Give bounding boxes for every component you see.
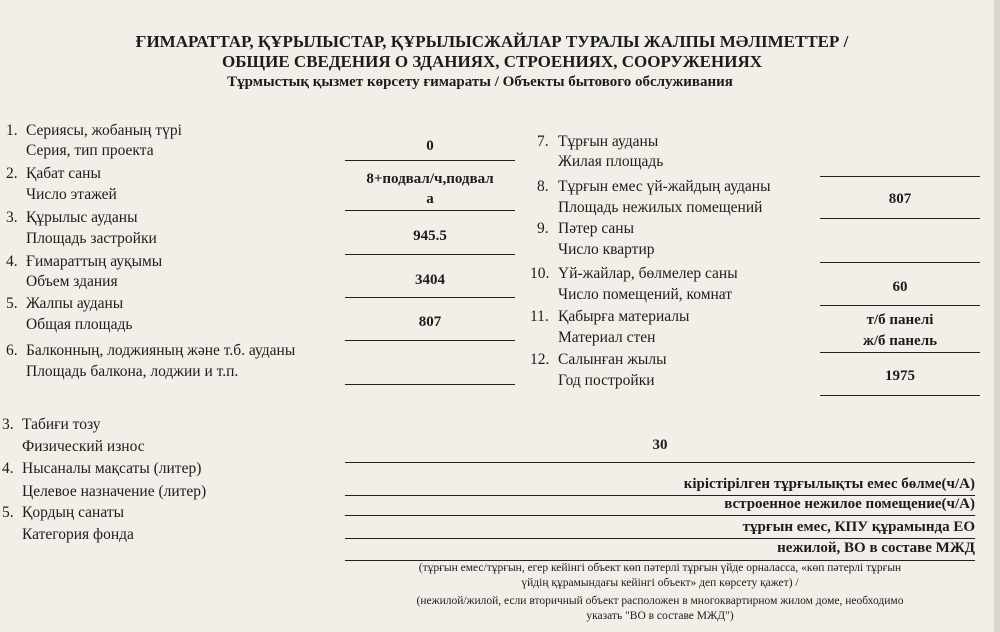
field-6-number: 6. xyxy=(6,342,18,359)
footnote-line-3: (нежилой/жилой, если вторичный объект расположен в многоквартирном жилом доме, необходимо xyxy=(416,595,904,607)
field-9-line xyxy=(820,262,980,263)
field-12-value: 1975 xyxy=(885,368,915,384)
footnote-line-2: үйдің құрамындағы кейінгі объект» деп көрсету қажет) / xyxy=(521,577,799,589)
field-6-line xyxy=(345,384,515,385)
field-4-value: 3404 xyxy=(415,272,445,288)
bottom-4-label-kz: Нысаналы мақсаты (литер) xyxy=(22,460,202,477)
field-8-line xyxy=(820,218,980,219)
footnote-line-4: указать "ВО в составе МЖД") xyxy=(586,610,734,622)
field-8-label-kz: Тұрғын емес үй-жайдың ауданы xyxy=(558,178,771,195)
field-9-label-ru: Число квартир xyxy=(558,241,655,258)
bottom-4-value: кірістірілген тұрғылықты емес бөлме(ч/А) xyxy=(683,476,975,492)
field-12-label-kz: Салынған жылы xyxy=(558,351,667,368)
field-11-number: 11. xyxy=(530,308,549,325)
footnote-line-1: (тұрғын емес/тұрғын, егер кейінгі объект көп пәтерлі тұрғын үйде орналасса, «көп пәтерлі тұрғын xyxy=(418,562,902,574)
field-7-label-ru: Жилая площадь xyxy=(558,153,664,170)
field-9-number: 9. xyxy=(537,220,549,237)
field-11-label-ru: Материал стен xyxy=(558,329,656,346)
field-11-line xyxy=(820,352,980,353)
field-5-number: 5. xyxy=(6,295,18,312)
field-3-label-kz: Құрылыс ауданы xyxy=(26,209,138,226)
field-8-number: 8. xyxy=(537,178,549,195)
field-10-label-kz: Үй-жайлар, бөлмелер саны xyxy=(558,265,738,282)
field-10-number: 10. xyxy=(530,265,550,282)
field-1-value: 0 xyxy=(426,138,434,154)
field-11-value: т/б панелі xyxy=(866,312,934,328)
bottom-5-label-ru: Категория фонда xyxy=(22,526,134,543)
bottom-3-label-kz: Табиғи тозу xyxy=(22,416,101,433)
bottom-3-number: 3. xyxy=(2,416,14,433)
field-2-label-ru: Число этажей xyxy=(26,186,117,203)
field-12-number: 12. xyxy=(530,351,550,368)
field-10-label-ru: Число помещений, комнат xyxy=(558,286,733,303)
bottom-3-value: 30 xyxy=(652,437,668,453)
field-10-value: 60 xyxy=(892,279,908,295)
field-4-label-ru: Объем здания xyxy=(26,273,118,290)
bottom-3-line xyxy=(345,462,975,463)
field-11-label-kz: Қабырға материалы xyxy=(558,308,690,325)
bottom-5-value-cont: нежилой, ВО в составе МЖД xyxy=(777,540,975,556)
field-5-label-ru: Общая площадь xyxy=(26,316,133,333)
bottom-5-value: тұрғын емес, КПУ құрамында ЕО xyxy=(742,519,975,535)
field-11-value-cont: ж/б панель xyxy=(862,333,938,349)
field-1-label-kz: Сериясы, жобаның түрі xyxy=(26,122,182,139)
subtitle: Тұрмыстық қызмет көрсету ғимараты / Объекты бытового обслуживания xyxy=(227,74,733,90)
bottom-5-label-kz: Қордың санаты xyxy=(22,504,125,521)
field-1-line xyxy=(345,160,515,161)
field-5-label-kz: Жалпы ауданы xyxy=(26,295,124,312)
field-3-number: 3. xyxy=(6,209,18,226)
field-5-line xyxy=(345,340,515,341)
field-2-line xyxy=(345,210,515,211)
field-6-label-ru: Площадь балкона, лоджии и т.п. xyxy=(26,363,239,380)
field-2-label-kz: Қабат саны xyxy=(26,165,101,182)
title-line-2: ОБЩИЕ СВЕДЕНИЯ О ЗДАНИЯХ, СТРОЕНИЯХ, СООРУЖЕНИЯХ xyxy=(221,52,763,71)
field-4-label-kz: Ғимараттың ауқымы xyxy=(26,253,163,270)
field-10-line xyxy=(820,305,980,306)
field-5-value: 807 xyxy=(418,314,442,330)
field-12-label-ru: Год постройки xyxy=(558,372,655,389)
field-12-line xyxy=(820,395,980,396)
field-1-label-ru: Серия, тип проекта xyxy=(26,142,154,159)
field-7-label-kz: Тұрғын ауданы xyxy=(558,133,659,150)
field-4-number: 4. xyxy=(6,253,18,270)
title-line-1: ҒИМАРАТТАР, ҚҰРЫЛЫСТАР, ҚҰРЫЛЫСЖАЙЛАР ТУРАЛЫ ЖАЛПЫ МӘЛІМЕТТЕР / xyxy=(135,32,849,51)
bottom-3-label-ru: Физический износ xyxy=(22,438,145,455)
bottom-4-value-cont: встроенное нежилое помещение(ч/А) xyxy=(724,496,975,512)
field-2-number: 2. xyxy=(6,165,18,182)
field-1-number: 1. xyxy=(6,122,18,139)
field-3-value: 945.5 xyxy=(413,228,447,244)
field-3-line xyxy=(345,254,515,255)
bottom-4-number: 4. xyxy=(2,460,14,477)
bottom-4-label-ru: Целевое назначение (литер) xyxy=(22,483,207,500)
field-4-line xyxy=(345,297,515,298)
field-3-label-ru: Площадь застройки xyxy=(26,230,157,247)
field-9-label-kz: Пәтер саны xyxy=(558,220,635,237)
bottom-5-number: 5. xyxy=(2,504,14,521)
field-2-value: 8+подвал/ч,подвал xyxy=(366,171,494,187)
field-8-label-ru: Площадь нежилых помещений xyxy=(558,199,763,216)
page-edge-shadow xyxy=(994,0,1000,632)
field-7-line xyxy=(820,176,980,177)
field-7-number: 7. xyxy=(537,133,549,150)
field-8-value: 807 xyxy=(888,191,912,207)
field-6-label-kz: Балконның, лоджияның және т.б. ауданы xyxy=(26,342,296,359)
field-2-value-cont: а xyxy=(426,191,434,207)
